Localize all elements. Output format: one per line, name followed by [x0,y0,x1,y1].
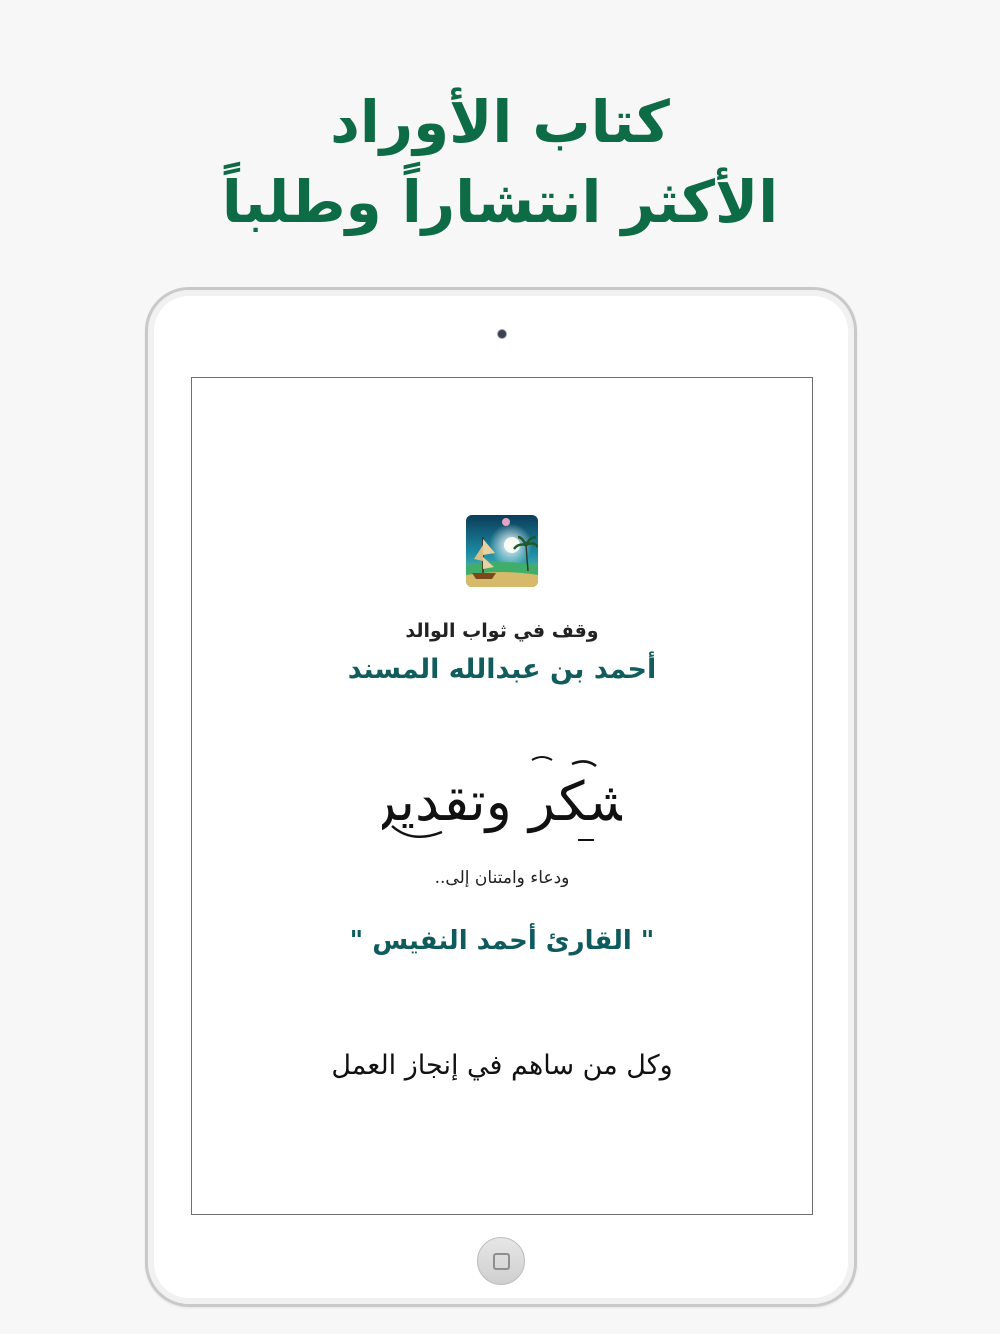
home-button-icon[interactable] [477,1237,525,1285]
headline-line-1: كتاب الأوراد [330,88,670,156]
thanks-calligraphy-text: شكر وتقدير [382,770,622,833]
contributors-text: وكل من ساهم في إنجاز العمل [331,1050,673,1081]
headline-line-2: الأكثر انتشاراً وطلباً [221,168,779,236]
camera-icon [497,329,507,339]
prayer-text: ودعاء وامتنان إلى.. [434,868,570,888]
thanks-calligraphy [382,748,622,858]
tablet-screen [191,377,813,1215]
home-square-icon [493,1253,510,1270]
reciter-text: " القارئ أحمد النفيس " [349,926,655,956]
promo-headline [0,82,1000,242]
ship-palm-moon-icon [466,515,538,587]
tablet-frame [145,287,857,1307]
waqf-text: وقف في ثواب الوالد [405,620,599,642]
father-name: أحمد بن عبدالله المسند [347,654,657,685]
